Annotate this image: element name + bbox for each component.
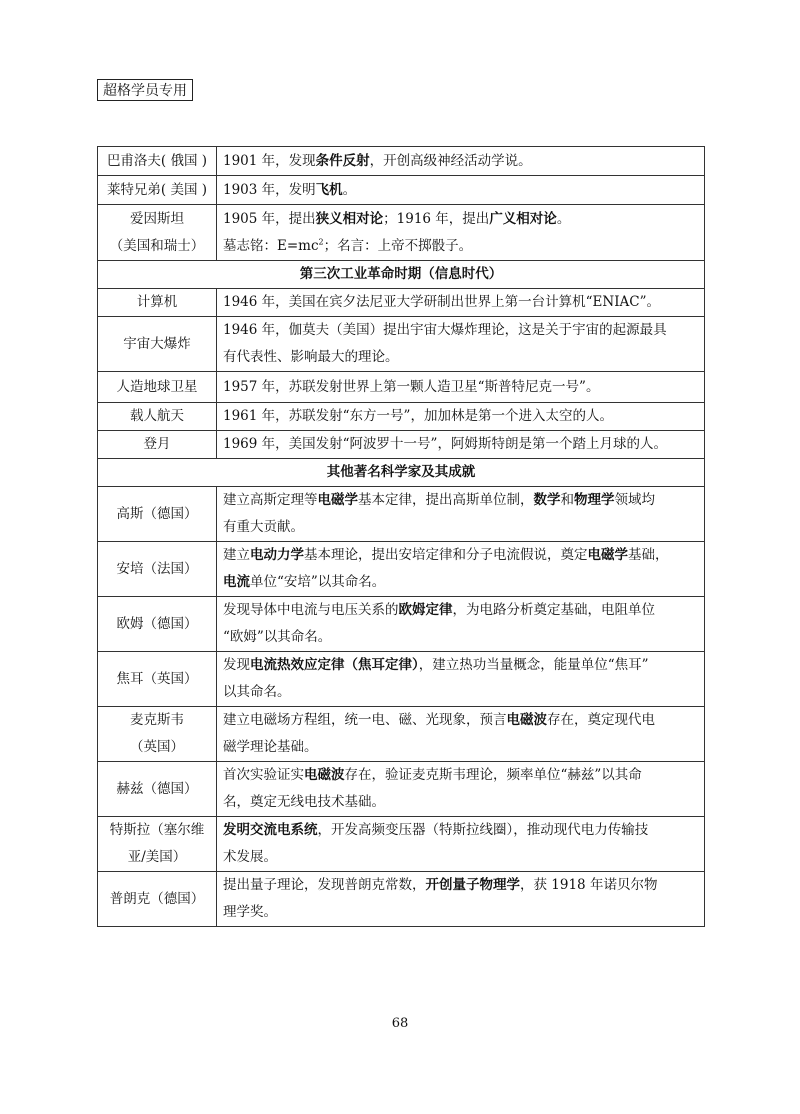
achievement-cell (217, 542, 705, 597)
subject-name-line: （美国和瑞士） (109, 237, 205, 254)
text-run: 发现导体中电流与电压关系的 (223, 602, 399, 618)
achievement-line (223, 762, 698, 789)
achievement-line (223, 403, 698, 430)
achievement-line (223, 624, 698, 651)
bold-term: 广义相对论 (489, 210, 557, 227)
table-row (98, 872, 705, 927)
achievement-line (223, 148, 698, 175)
table-row (98, 372, 705, 403)
bold-term: 物理学 (574, 492, 615, 508)
text-run: ，开发高频变压器（特斯拉线圈），推动现代电力传输技 (317, 822, 649, 838)
achievement-line (223, 206, 698, 233)
text-run: 基础， (628, 547, 669, 563)
subject-name-line: 高斯（德国） (116, 505, 198, 522)
subject-name-line: 特斯拉（塞尔维 (109, 822, 205, 838)
subject-name-line: 赫兹（德国） (116, 780, 198, 797)
table-row (98, 707, 705, 762)
subject-name-line: 普朗克（德国） (109, 890, 205, 907)
text-run: 。 (342, 181, 357, 198)
achievement-line (223, 707, 698, 734)
text-run: 存在，验证麦克斯韦理论，频率单位“赫兹”以其命 (344, 767, 642, 783)
achievement-line (223, 542, 698, 569)
text-run: 磁学理论基础。 (223, 739, 318, 755)
bold-term: 开创量子物理学 (425, 877, 520, 893)
subject-name-line: 爱因斯坦 (130, 210, 184, 227)
achievement-line (223, 344, 698, 371)
table-row (98, 542, 705, 597)
subject-cell (98, 372, 217, 403)
bold-term: 飞机 (315, 181, 343, 198)
subject-cell (98, 542, 217, 597)
achievement-line (223, 844, 698, 871)
achievement-line (223, 597, 698, 624)
subject-name-line: 欧姆（德国） (116, 615, 198, 632)
achievement-cell (217, 147, 705, 176)
subject-name-line: 莱特兄弟( 美国 ) (106, 181, 208, 198)
text-run: 和 (560, 492, 574, 508)
text-run: 单位“安培”以其命名。 (250, 574, 386, 590)
text-run: 1905 年，提出 (223, 210, 316, 227)
achievement-cell (217, 205, 705, 261)
text-run: 首次实验证实 (223, 767, 304, 783)
text-run: 有代表性、影响最大的理论。 (223, 349, 399, 365)
subject-name-line: 焦耳（英国） (116, 670, 198, 687)
subject-name-line: 亚/美国） (127, 849, 187, 865)
bold-term: 电磁波 (506, 712, 547, 728)
achievement-cell (217, 487, 705, 542)
text-run: ，建立热功当量概念，能量单位“焦耳” (418, 657, 649, 673)
achievement-line (223, 817, 698, 844)
subject-cell (98, 147, 217, 176)
text-run: 名，奠定无线电技术基础。 (223, 794, 385, 810)
bold-term: 狭义相对论 (315, 210, 384, 227)
section-row (98, 261, 705, 289)
bold-term: 电磁学 (587, 547, 628, 563)
text-run: 。 (556, 210, 571, 227)
subject-name-line: 麦克斯韦 (130, 712, 184, 728)
text-run: 1903 年，发明 (223, 181, 316, 198)
achievement-cell (217, 652, 705, 707)
text-run: 提出量子理论，发现普朗克常数， (223, 877, 426, 893)
text-run: 1969 年，美国发射“阿波罗十一号”，阿姆斯特朗是第一个踏上月球的人。 (223, 436, 667, 452)
table-row (98, 403, 705, 431)
subject-name-line: 安培（法国） (116, 560, 198, 577)
text-run: 1901 年，发现 (223, 152, 316, 169)
subject-cell (98, 652, 217, 707)
achievement-line (223, 872, 698, 899)
subject-cell (98, 403, 217, 431)
text-run: ，获 1918 年诺贝尔物 (520, 877, 658, 893)
section-heading: 第三次工业革命时期（信息时代） (98, 261, 705, 289)
bold-term: 数学 (533, 492, 561, 508)
text-run: ；1916 年，提出 (383, 210, 490, 227)
text-run: 发现 (223, 657, 250, 673)
superscript: 2 (318, 237, 324, 246)
achievement-line (223, 177, 698, 204)
achievement-cell (217, 403, 705, 431)
text-run: 1946 年，美国在宾夕法尼亚大学研制出世界上第一台计算机“ENIAC”。 (223, 294, 661, 310)
section-row (98, 459, 705, 487)
achievement-cell (217, 817, 705, 872)
achievement-line (223, 652, 698, 679)
bold-term: 电动力学 (250, 547, 304, 563)
subject-cell (98, 762, 217, 817)
text-run: 1946 年，伽莫夫（美国）提出宇宙大爆炸理论，这是关于宇宙的起源最具 (223, 322, 667, 338)
achievement-cell (217, 372, 705, 403)
subject-cell (98, 317, 217, 372)
subject-cell (98, 205, 217, 261)
achievement-line (223, 487, 698, 514)
achievement-line (223, 789, 698, 816)
text-run: 有重大贡献。 (223, 519, 304, 535)
achievement-cell (217, 431, 705, 459)
achievement-line (223, 233, 698, 260)
bold-term: 条件反射 (315, 152, 370, 169)
subject-cell (98, 872, 217, 927)
table-row (98, 289, 705, 317)
page-number: 68 (391, 1016, 409, 1031)
achievement-cell (217, 597, 705, 652)
subject-cell (98, 431, 217, 459)
bold-term: 欧姆定律 (398, 602, 453, 618)
achievement-cell (217, 707, 705, 762)
bold-term: 电磁学 (317, 492, 358, 508)
subject-name-line: 计算机 (136, 294, 178, 310)
subject-name-line: 登月 (143, 436, 171, 452)
text-run: 建立高斯定理等 (223, 492, 318, 508)
bold-term: 电磁波 (304, 767, 345, 783)
table-row (98, 652, 705, 707)
text-run: ；名言：上帝不掷骰子。 (323, 237, 473, 254)
achievement-cell (217, 176, 705, 205)
subject-name-line: 载人航天 (130, 408, 184, 424)
text-run: 建立 (223, 547, 250, 563)
subject-cell (98, 176, 217, 205)
text-run: ，为电路分析奠定基础，电阻单位 (452, 602, 655, 618)
achievement-cell (217, 317, 705, 372)
header-tag: 超格学员专用 (97, 79, 193, 101)
text-run: 1957 年，苏联发射世界上第一颗人造卫星“斯普特尼克一号”。 (223, 378, 600, 395)
table-row (98, 205, 705, 261)
table-row (98, 597, 705, 652)
bold-term: 电流热效应定律（焦耳定律） (250, 657, 419, 673)
table-row (98, 817, 705, 872)
text-run: 基本定律，提出高斯单位制， (358, 492, 534, 508)
text-run: 基本理论，提出安培定律和分子电流假说，奠定 (304, 547, 588, 563)
text-run: 存在，奠定现代电 (547, 712, 655, 728)
text-run: “欧姆”以其命名。 (223, 629, 332, 645)
table-row (98, 762, 705, 817)
text-run: ，开创高级神经活动学说。 (369, 152, 532, 169)
table-row (98, 431, 705, 459)
text-run: 以其命名。 (223, 684, 291, 700)
subject-name-line: （英国） (130, 739, 184, 755)
achievement-line (223, 734, 698, 761)
text-run: 建立电磁场方程组，统一电、磁、光现象，预言 (223, 712, 507, 728)
bold-term: 发明交流电系统 (223, 822, 318, 838)
subject-name-line: 人造地球卫星 (116, 378, 198, 395)
achievement-line (223, 431, 698, 458)
subject-cell (98, 817, 217, 872)
achievement-line (223, 514, 698, 541)
table-row (98, 176, 705, 205)
achievement-line (223, 289, 698, 316)
subject-name-line: 宇宙大爆炸 (123, 335, 191, 352)
achievement-line (223, 569, 698, 596)
text-run: 1961 年，苏联发射“东方一号”，加加林是第一个进入太空的人。 (223, 408, 613, 424)
achievement-line (223, 317, 698, 344)
bold-term: 电流 (223, 574, 250, 590)
table-row (98, 147, 705, 176)
achievement-line (223, 899, 698, 926)
subject-cell (98, 289, 217, 317)
achievement-line (223, 374, 698, 401)
subject-cell (98, 487, 217, 542)
achievement-cell (217, 872, 705, 927)
achievements-table (97, 146, 705, 927)
achievement-line (223, 679, 698, 706)
achievement-cell (217, 762, 705, 817)
text-run: 领域均 (614, 492, 655, 508)
table-row (98, 487, 705, 542)
subject-cell (98, 707, 217, 762)
text-run: 墓志铭：E=mc (223, 237, 319, 254)
text-run: 术发展。 (223, 849, 277, 865)
text-run: 理学奖。 (223, 904, 277, 920)
subject-name-line: 巴甫洛夫( 俄国 ) (106, 152, 208, 169)
section-heading: 其他著名科学家及其成就 (98, 459, 705, 487)
achievement-cell (217, 289, 705, 317)
table-row (98, 317, 705, 372)
subject-cell (98, 597, 217, 652)
